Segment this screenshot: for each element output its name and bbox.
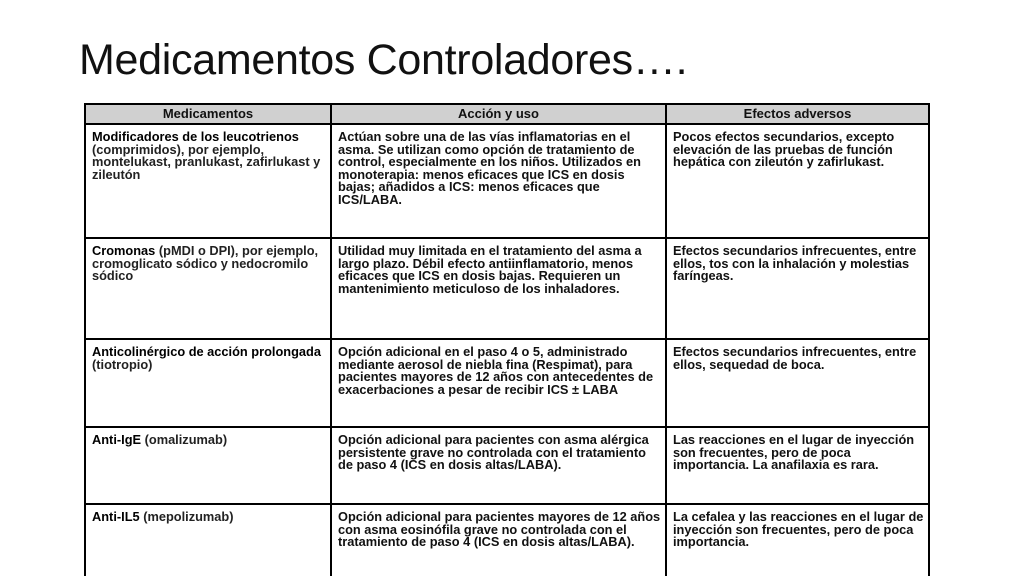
medicamento-name: Cromonas <box>92 243 156 258</box>
cell-efectos <box>666 339 928 427</box>
accion-text: Opción adicional en el paso 4 o 5, administrado mediante aerosol de niebla fina (Respimat), para pacientes mayores de 12 años con antecedentes de exacerbaciones a pesar de recibir ICS ± LABA <box>338 344 654 397</box>
efectos-text: La cefalea y las reacciones en el lugar de inyección son frecuentes, pero de poca importancia. <box>673 509 924 550</box>
accion-text: Opción adicional para pacientes con asma alérgica persistente grave no controlada con el tratamiento de paso 4 (ICS en dosis altas/LABA). <box>338 432 649 473</box>
cell-medicamento <box>86 339 331 427</box>
medicamento-detail: (pMDI o DPI), por ejemplo, cromoglicato sódico y nedocromilo sódico <box>92 243 319 284</box>
table-header-row <box>86 105 928 124</box>
header-efectos-adversos: Efectos adversos <box>666 105 928 124</box>
medication-table-grid <box>86 105 928 576</box>
cell-efectos <box>666 504 928 576</box>
table-row <box>86 238 928 339</box>
accion-text: Actúan sobre una de las vías inflamatorias en el asma. Se utilizan como opción de tratamiento de control, especialmente en los niños. Utilizados en monoterapia: menos eficaces que ICS en dosis bajas; añadidos a ICS: menos eficaces que ICS/LABA. <box>338 129 641 207</box>
medicamento-detail: (comprimidos), por ejemplo, montelukast, pranlukast, zafirlukast y zileutón <box>92 141 321 182</box>
cell-accion <box>331 504 666 576</box>
cell-medicamento <box>86 504 331 576</box>
cell-efectos <box>666 124 928 238</box>
cell-accion <box>331 238 666 339</box>
table-row <box>86 339 928 427</box>
header-medicamentos: Medicamentos <box>86 105 331 124</box>
cell-medicamento <box>86 124 331 238</box>
medication-table <box>84 103 930 576</box>
medicamento-name: Anticolinérgico de acción prolongada <box>92 344 321 359</box>
cell-accion <box>331 124 666 238</box>
medicamento-name: Anti-IL5 <box>92 509 140 524</box>
cell-efectos <box>666 427 928 504</box>
header-accion-uso: Acción y uso <box>331 105 666 124</box>
slide-title: Medicamentos Controladores…. <box>79 36 688 84</box>
medicamento-detail: (omalizumab) <box>144 432 228 447</box>
table-row <box>86 427 928 504</box>
efectos-text: Efectos secundarios infrecuentes, entre ellos, sequedad de boca. <box>673 344 917 372</box>
cell-accion <box>331 427 666 504</box>
cell-accion <box>331 339 666 427</box>
cell-medicamento <box>86 427 331 504</box>
table-row <box>86 124 928 238</box>
cell-medicamento <box>86 238 331 339</box>
medicamento-detail: (tiotropio) <box>92 356 153 372</box>
efectos-text: Las reacciones en el lugar de inyección son frecuentes, pero de poca importancia. La anafilaxia es rara. <box>673 432 915 473</box>
efectos-text: Pocos efectos secundarios, excepto elevación de las pruebas de función hepática con zileutón y zafirlukast. <box>673 129 895 170</box>
accion-text: Utilidad muy limitada en el tratamiento del asma a largo plazo. Débil efecto antiinflamatorio, menos eficaces que ICS en dosis bajas. Requieren un mantenimiento meticuloso de los inhaladores. <box>338 243 642 296</box>
table-row <box>86 504 928 576</box>
cell-efectos <box>666 238 928 339</box>
medicamento-detail: (mepolizumab) <box>143 509 234 524</box>
efectos-text: Efectos secundarios infrecuentes, entre ellos, tos con la inhalación y molestias faríngeas. <box>673 243 917 284</box>
medicamento-name: Modificadores de los leucotrienos <box>92 129 299 144</box>
medicamento-name: Anti-IgE <box>92 432 142 447</box>
accion-text: Opción adicional para pacientes mayores de 12 años con asma eosinófila grave no controlada con el tratamiento de paso 4 (ICS en dosis altas/LABA). <box>338 509 661 550</box>
